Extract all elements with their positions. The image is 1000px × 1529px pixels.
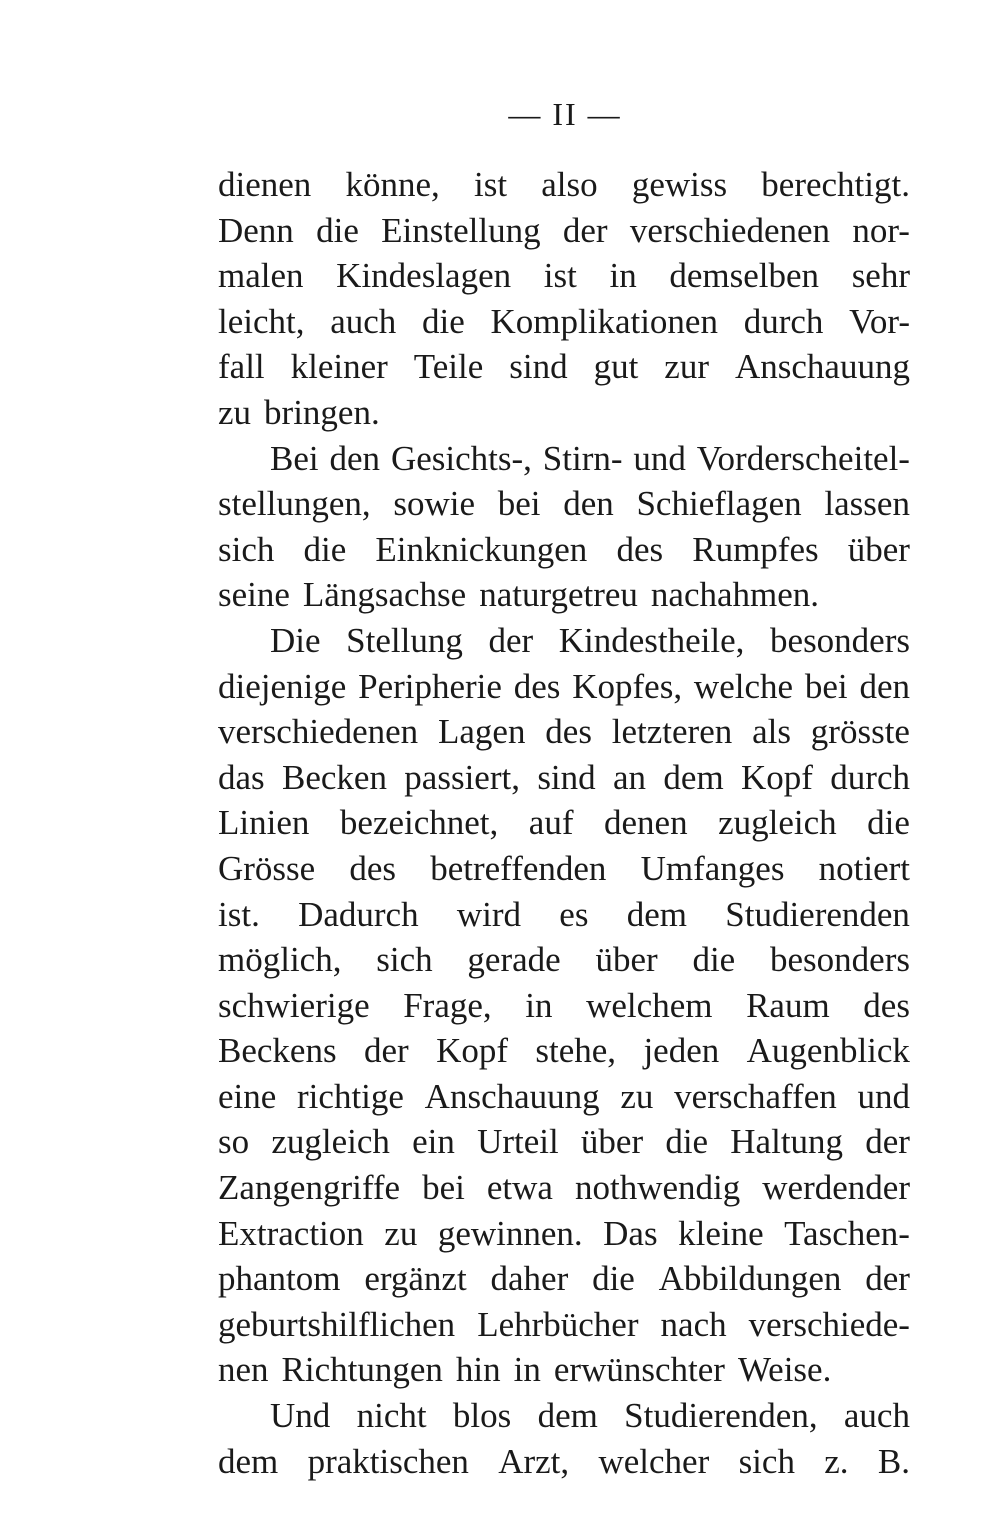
word: jeden bbox=[643, 1031, 720, 1071]
word: verschiedenen bbox=[218, 712, 419, 752]
word: gerade bbox=[467, 940, 561, 980]
word: demselben bbox=[669, 256, 820, 296]
word: zur bbox=[664, 347, 709, 387]
word: betreffenden bbox=[430, 848, 607, 888]
word: phantom bbox=[218, 1259, 341, 1299]
word: daher bbox=[490, 1259, 569, 1299]
word: des bbox=[513, 666, 561, 706]
text-line bbox=[218, 1165, 910, 1211]
word: besonders bbox=[770, 620, 910, 660]
word: Teile bbox=[413, 347, 484, 387]
text-line bbox=[218, 1119, 910, 1165]
word: und bbox=[633, 438, 686, 478]
word: gewiss bbox=[631, 165, 728, 204]
text-line bbox=[218, 983, 910, 1029]
word: dem bbox=[537, 1396, 598, 1436]
word: könne, bbox=[345, 165, 440, 204]
word: Denn bbox=[218, 210, 294, 250]
word: auch bbox=[843, 1396, 910, 1436]
word: Lagen bbox=[438, 712, 526, 752]
word: Kopf bbox=[436, 1031, 508, 1071]
word: grösste bbox=[810, 712, 910, 752]
word: Raum bbox=[746, 985, 830, 1025]
word: dem bbox=[218, 1441, 279, 1481]
word: verschaffen bbox=[674, 1076, 837, 1116]
word: ein bbox=[412, 1122, 455, 1162]
word: des bbox=[863, 985, 910, 1025]
word: Richtungen bbox=[281, 1350, 443, 1390]
word: Augenblick bbox=[746, 1031, 910, 1071]
text-line bbox=[218, 1256, 910, 1302]
word: der bbox=[562, 210, 608, 250]
text-line bbox=[218, 1393, 910, 1439]
word: denen bbox=[604, 803, 688, 843]
text-line bbox=[218, 755, 910, 801]
word: erwünschter bbox=[553, 1350, 725, 1390]
word: Die bbox=[270, 620, 321, 660]
text-line bbox=[218, 390, 910, 436]
word: Grösse bbox=[218, 848, 316, 888]
word: welche bbox=[693, 666, 794, 706]
text-line bbox=[218, 1211, 910, 1257]
word: Weise. bbox=[737, 1350, 832, 1390]
word: den bbox=[563, 484, 614, 524]
word: und bbox=[857, 1076, 910, 1116]
word: Kopfes, bbox=[572, 666, 683, 706]
word: eine bbox=[218, 1076, 277, 1116]
word: Lehrbücher bbox=[477, 1304, 639, 1344]
word: malen bbox=[218, 256, 304, 296]
word: die bbox=[303, 529, 347, 569]
word: werdender bbox=[762, 1168, 910, 1208]
word: über bbox=[580, 1122, 644, 1162]
text-line bbox=[218, 1439, 910, 1485]
word: Urteil bbox=[477, 1122, 559, 1162]
word: nicht bbox=[356, 1396, 427, 1436]
word: also bbox=[541, 165, 598, 204]
word: der bbox=[363, 1031, 409, 1071]
word: stehe, bbox=[535, 1031, 617, 1071]
text-line bbox=[218, 846, 910, 892]
word: auch bbox=[330, 301, 397, 341]
word: dem bbox=[663, 757, 724, 797]
word: des bbox=[616, 529, 664, 569]
text-line bbox=[218, 800, 910, 846]
text-line bbox=[218, 1302, 910, 1348]
word: Taschen- bbox=[784, 1213, 910, 1253]
word: nach bbox=[660, 1304, 727, 1344]
word: Kindestheile, bbox=[558, 620, 745, 660]
word: die bbox=[692, 940, 736, 980]
text-line bbox=[218, 481, 910, 527]
word: ist. bbox=[218, 894, 260, 934]
word: B. bbox=[877, 1441, 910, 1481]
word: schwierige bbox=[218, 985, 370, 1025]
word: zugleich bbox=[718, 803, 837, 843]
text-line bbox=[218, 664, 910, 710]
word: wird bbox=[456, 894, 522, 934]
word: bei bbox=[422, 1168, 465, 1208]
word: Becken bbox=[282, 757, 387, 797]
word: diejenige bbox=[218, 666, 347, 706]
word: in bbox=[609, 256, 637, 296]
word: Arzt, bbox=[498, 1441, 570, 1481]
word: die bbox=[665, 1122, 709, 1162]
text-line bbox=[218, 892, 910, 938]
word: Schieflagen bbox=[636, 484, 802, 524]
word: der bbox=[488, 620, 534, 660]
word: das bbox=[218, 757, 265, 797]
word: Das bbox=[603, 1213, 658, 1253]
word: den bbox=[329, 438, 381, 478]
word: Kopf bbox=[741, 757, 813, 797]
word: Kindeslagen bbox=[336, 256, 512, 296]
word: leicht, bbox=[218, 301, 305, 341]
word: bezeichnet, bbox=[339, 803, 499, 843]
word: passiert, bbox=[404, 757, 520, 797]
word: berechtigt. bbox=[761, 165, 910, 204]
text-line bbox=[218, 527, 910, 573]
word: ist bbox=[543, 256, 577, 296]
word: über bbox=[847, 529, 910, 569]
word: gewinnen. bbox=[437, 1213, 583, 1253]
word: dienen bbox=[218, 165, 312, 204]
word: Linien bbox=[218, 803, 310, 843]
word: z. bbox=[824, 1441, 849, 1481]
word: Studierenden bbox=[725, 894, 910, 934]
word: Bei bbox=[270, 438, 319, 478]
word: nothwendig bbox=[574, 1168, 741, 1208]
word: in bbox=[525, 985, 553, 1025]
word: Anschauung bbox=[424, 1076, 600, 1116]
word: kleiner bbox=[290, 347, 388, 387]
word: nachahmen. bbox=[650, 575, 820, 615]
word: letzteren bbox=[611, 712, 733, 752]
word: bei bbox=[804, 666, 848, 706]
word: sich bbox=[218, 529, 275, 569]
word: sowie bbox=[393, 484, 475, 524]
word: gut bbox=[593, 347, 639, 387]
word: welcher bbox=[598, 1441, 710, 1481]
word: Zangengriffe bbox=[218, 1168, 401, 1208]
text-line bbox=[218, 299, 910, 345]
word: der bbox=[865, 1259, 910, 1299]
word: Stirn- bbox=[542, 438, 623, 478]
word: der bbox=[865, 1122, 910, 1162]
text-line bbox=[218, 572, 910, 618]
text-line bbox=[218, 344, 910, 390]
word: Beckens bbox=[218, 1031, 337, 1071]
word: ist bbox=[473, 165, 508, 204]
text-line bbox=[218, 709, 910, 755]
word: sich bbox=[376, 940, 433, 980]
word: geburtshilflichen bbox=[218, 1304, 456, 1344]
word: sich bbox=[738, 1441, 795, 1481]
word: zu bbox=[384, 1213, 418, 1253]
word: sind bbox=[537, 757, 596, 797]
word: notiert bbox=[818, 848, 910, 888]
word: Gesichts-, bbox=[390, 438, 532, 478]
text-line bbox=[218, 162, 910, 208]
word: Vorderscheitel- bbox=[696, 438, 910, 478]
word: über bbox=[595, 940, 658, 980]
word: die bbox=[316, 210, 359, 250]
word: Einknickungen bbox=[375, 529, 588, 569]
text-line bbox=[218, 937, 910, 983]
word: Einstellung bbox=[381, 210, 541, 250]
word: möglich, bbox=[218, 940, 342, 980]
word: kleine bbox=[678, 1213, 764, 1253]
word: des bbox=[349, 848, 397, 888]
word: stellungen, bbox=[218, 484, 371, 524]
word: durch bbox=[743, 301, 824, 341]
word: Umfanges bbox=[640, 848, 785, 888]
text-line bbox=[218, 1347, 910, 1393]
word: nor- bbox=[852, 210, 910, 250]
word: etwa bbox=[486, 1168, 553, 1208]
word: sind bbox=[509, 347, 568, 387]
word: des bbox=[545, 712, 592, 752]
word: zu bbox=[218, 392, 252, 432]
page-number: — II — bbox=[508, 96, 622, 132]
word: Längsachse bbox=[302, 575, 467, 615]
word: seine bbox=[218, 575, 290, 615]
word: verschiedenen bbox=[629, 210, 831, 250]
word: die bbox=[422, 301, 465, 341]
word: bei bbox=[497, 484, 541, 524]
body-text bbox=[218, 162, 910, 1484]
word: dem bbox=[626, 894, 687, 934]
word: naturgetreu bbox=[479, 575, 638, 615]
word: Studierenden, bbox=[624, 1396, 818, 1436]
word: Dadurch bbox=[298, 894, 419, 934]
word: auf bbox=[528, 803, 574, 843]
word: als bbox=[752, 712, 791, 752]
text-line bbox=[218, 436, 910, 482]
word: hin bbox=[455, 1350, 501, 1390]
word: blos bbox=[452, 1396, 512, 1436]
word: zu bbox=[620, 1076, 654, 1116]
word: lassen bbox=[824, 484, 910, 524]
word: Extraction bbox=[218, 1213, 364, 1253]
word: ergänzt bbox=[364, 1259, 467, 1299]
word: in bbox=[513, 1350, 541, 1390]
word: welchem bbox=[586, 985, 713, 1025]
text-line bbox=[218, 208, 910, 254]
word: Peripherie bbox=[358, 666, 502, 706]
word: sehr bbox=[851, 256, 910, 296]
word: richtige bbox=[297, 1076, 404, 1116]
word: besonders bbox=[770, 940, 910, 980]
word: die bbox=[592, 1259, 635, 1299]
text-line bbox=[218, 1028, 910, 1074]
text-line bbox=[218, 618, 910, 664]
word: durch bbox=[830, 757, 910, 797]
word: nen bbox=[218, 1350, 269, 1390]
word: Anschauung bbox=[734, 347, 910, 387]
word: zugleich bbox=[271, 1122, 390, 1162]
word: bringen. bbox=[264, 392, 380, 432]
word: fall bbox=[218, 347, 265, 387]
word: Stellung bbox=[346, 620, 463, 660]
text-line bbox=[218, 1074, 910, 1120]
text-line bbox=[218, 253, 910, 299]
word: verschiede- bbox=[748, 1304, 910, 1344]
word: praktischen bbox=[307, 1441, 469, 1481]
word: den bbox=[859, 666, 910, 706]
word: Abbildungen bbox=[658, 1259, 842, 1299]
word: Rumpfes bbox=[692, 529, 819, 569]
word: Haltung bbox=[730, 1122, 844, 1162]
word: Frage, bbox=[403, 985, 492, 1025]
word: an bbox=[613, 757, 647, 797]
word: so bbox=[218, 1122, 250, 1162]
word: die bbox=[867, 803, 910, 843]
word: Und bbox=[270, 1396, 331, 1436]
word: Komplikationen bbox=[490, 301, 718, 341]
word: es bbox=[559, 894, 589, 934]
word: Vor- bbox=[849, 301, 910, 341]
